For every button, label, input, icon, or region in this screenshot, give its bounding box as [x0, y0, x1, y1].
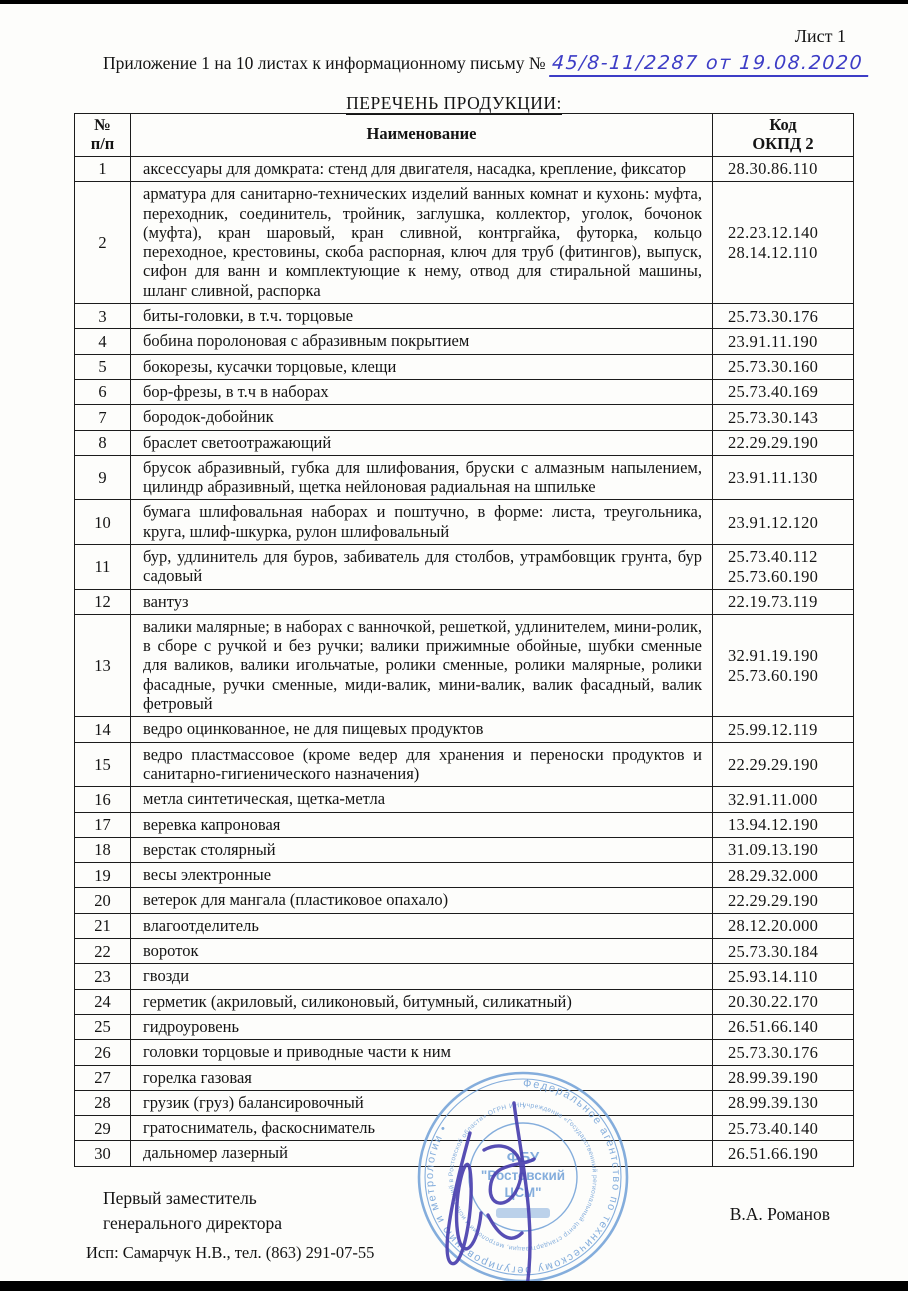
- row-number-cell: 28: [75, 1090, 131, 1115]
- table-row: [75, 964, 854, 989]
- row-number-cell: 26: [75, 1040, 131, 1065]
- okpd-code-cell: 25.93.14.110: [713, 964, 854, 989]
- svg-text:ФБУ: ФБУ: [506, 1149, 540, 1166]
- product-name-cell: валики малярные; в наборах с ванночкой, решеткой, удлинителем, мини-ролик, в сборе с ручкой и без ручки; валики прижимные обойные, шубки сменные для валиков, валики игольчатые, ролики сменные, ролики малярные, ролики фасадные, ручки сменные, миди-валик, мини-валик, валик фасадный, валик фетровый: [131, 614, 713, 716]
- product-name-cell: герметик (акриловый, силиконовый, битумный, силикатный): [131, 989, 713, 1014]
- okpd-code-cell: 25.73.30.184: [713, 939, 854, 964]
- product-name-cell: влагоотделитель: [131, 913, 713, 938]
- product-name-cell: ведро пластмассовое (кроме ведер для хранения и переноски продуктов и санитарно-гигиенического назначения): [131, 742, 713, 787]
- okpd-code-cell: 22.29.29.190: [713, 888, 854, 913]
- okpd-code-cell: 26.51.66.190: [713, 1141, 854, 1166]
- table-row: [75, 156, 854, 181]
- row-number-cell: 20: [75, 888, 131, 913]
- row-number-cell: 6: [75, 379, 131, 404]
- scan-artifact-bottom-bar: [0, 1281, 908, 1291]
- svg-text:учреждение «Государственный ре: учреждение «Государственный региональный центр стандартизации, метрологии и испытаний в Ростовской области» ОГРН ИНН: [447, 1101, 598, 1253]
- product-name-cell: гвозди: [131, 964, 713, 989]
- appendix-header-text: Приложение 1 на 10 листах к информационному письму №: [103, 53, 546, 73]
- product-name-cell: гидроуровень: [131, 1014, 713, 1039]
- product-name-cell: веревка капроновая: [131, 812, 713, 837]
- sheet-number-label: Лист 1: [794, 26, 846, 46]
- row-number-cell: 27: [75, 1065, 131, 1090]
- row-number-cell: 23: [75, 964, 131, 989]
- table-row: [75, 589, 854, 614]
- row-number-cell: 5: [75, 354, 131, 379]
- okpd-code-cell: 31.09.13.190: [713, 837, 854, 862]
- okpd-code-cell: 22.19.73.119: [713, 589, 854, 614]
- row-number-cell: 2: [75, 182, 131, 304]
- table-row: [75, 304, 854, 329]
- product-name-cell: вороток: [131, 939, 713, 964]
- svg-text:Федеральное агентство по техни: Федеральное агентство по техническому регулированию и метрологии •: [423, 1077, 623, 1277]
- column-header-number: № п/п: [75, 114, 131, 157]
- product-table-body: [75, 156, 854, 1166]
- table-row: [75, 989, 854, 1014]
- table-row: [75, 544, 854, 589]
- table-row: [75, 1141, 854, 1166]
- table-row: [75, 939, 854, 964]
- table-row: [75, 1014, 854, 1039]
- okpd-code-cell: 23.91.12.120: [713, 500, 854, 545]
- product-name-cell: дальномер лазерный: [131, 1141, 713, 1166]
- row-number-cell: 17: [75, 812, 131, 837]
- okpd-code-cell: 22.29.29.190: [713, 430, 854, 455]
- product-name-cell: аксессуары для домкрата: стенд для двигателя, насадка, крепление, фиксатор: [131, 156, 713, 181]
- row-number-cell: 15: [75, 742, 131, 787]
- product-name-cell: бумага шлифовальная наборах и поштучно, в форме: листа, треугольника, круга, шлиф-шкурка, рулон шлифовальный: [131, 500, 713, 545]
- row-number-cell: 1: [75, 156, 131, 181]
- signer-title: Первый заместитель генерального директора: [103, 1188, 282, 1234]
- okpd-code-cell: 28.12.20.000: [713, 913, 854, 938]
- product-name-cell: бобина поролоновая с абразивным покрытием: [131, 329, 713, 354]
- row-number-cell: 16: [75, 787, 131, 812]
- okpd-code-cell: 32.91.19.190 25.73.60.190: [713, 614, 854, 716]
- scan-artifact-top-bar: [0, 0, 908, 4]
- svg-text:ЦСМ": ЦСМ": [504, 1185, 542, 1200]
- okpd-code-cell: 23.91.11.190: [713, 329, 854, 354]
- okpd-code-cell: 26.51.66.140: [713, 1014, 854, 1039]
- okpd-code-cell: 23.91.11.130: [713, 455, 854, 500]
- table-row: [75, 329, 854, 354]
- table-row: [75, 500, 854, 545]
- product-name-cell: горелка газовая: [131, 1065, 713, 1090]
- table-row: [75, 787, 854, 812]
- product-name-cell: браслет светоотражающий: [131, 430, 713, 455]
- product-name-cell: весы электронные: [131, 863, 713, 888]
- row-number-cell: 14: [75, 717, 131, 742]
- product-name-cell: бокорезы, кусачки торцовые, клещи: [131, 354, 713, 379]
- product-name-cell: гратосниматель, фаскосниматель: [131, 1116, 713, 1141]
- okpd-code-cell: 25.73.30.160: [713, 354, 854, 379]
- product-name-cell: бор-фрезы, в т.ч в наборах: [131, 379, 713, 404]
- okpd-code-cell: 25.73.30.143: [713, 405, 854, 430]
- table-row: [75, 182, 854, 304]
- okpd-code-cell: 25.73.40.112 25.73.60.190: [713, 544, 854, 589]
- okpd-code-cell: 25.73.40.140: [713, 1116, 854, 1141]
- okpd-code-cell: 13.94.12.190: [713, 812, 854, 837]
- okpd-code-cell: 28.99.39.190: [713, 1065, 854, 1090]
- okpd-code-cell: 25.73.30.176: [713, 1040, 854, 1065]
- okpd-code-cell: 20.30.22.170: [713, 989, 854, 1014]
- table-row: [75, 717, 854, 742]
- product-name-cell: метла синтетическая, щетка-метла: [131, 787, 713, 812]
- product-name-cell: ведро оцинкованное, не для пищевых продуктов: [131, 717, 713, 742]
- okpd-code-cell: 28.29.32.000: [713, 863, 854, 888]
- table-row: [75, 913, 854, 938]
- okpd-code-cell: 28.99.39.130: [713, 1090, 854, 1115]
- row-number-cell: 8: [75, 430, 131, 455]
- table-row: [75, 888, 854, 913]
- product-name-cell: арматура для санитарно-технических изделий ванных комнат и кухонь: муфта, переходник, соединитель, тройник, заглушка, коллектор, уголок, бочонок (муфта), кран шаровый, кран сливной, контргайка, футорка, кольцо переходное, крестовины, скоба распорная, ключ для труб (фитингов), выпуск, сифон для ванн и комплектующие к нему, отвод для стиральной машины, шланг сливной, распорка: [131, 182, 713, 304]
- product-name-cell: ветерок для мангала (пластиковое опахало): [131, 888, 713, 913]
- table-row: [75, 742, 854, 787]
- table-header-row: [75, 114, 854, 157]
- table-row: [75, 1040, 854, 1065]
- okpd-code-cell: 32.91.11.000: [713, 787, 854, 812]
- table-row: [75, 455, 854, 500]
- product-name-cell: брусок абразивный, губка для шлифования, бруски с алмазным напылением, цилиндр абразивный, щетка нейлоновая радиальная на шпильке: [131, 455, 713, 500]
- handwritten-letter-number: 45/8-11/2287 от 19.08.2020: [549, 52, 870, 77]
- signer-name: В.А. Романов: [729, 1204, 830, 1224]
- product-name-cell: головки торцовые и приводные части к ним: [131, 1040, 713, 1065]
- row-number-cell: 9: [75, 455, 131, 500]
- product-name-cell: бородок-добойник: [131, 405, 713, 430]
- table-row: [75, 405, 854, 430]
- product-name-cell: биты-головки, в т.ч. торцовые: [131, 304, 713, 329]
- row-number-cell: 18: [75, 837, 131, 862]
- table-row: [75, 379, 854, 404]
- okpd-code-cell: 22.23.12.140 28.14.12.110: [713, 182, 854, 304]
- svg-text:"Ростовский: "Ростовский: [480, 1168, 566, 1183]
- row-number-cell: 30: [75, 1141, 131, 1166]
- column-header-code: Код ОКПД 2: [713, 114, 854, 157]
- row-number-cell: 24: [75, 989, 131, 1014]
- table-row: [75, 614, 854, 716]
- product-name-cell: грузик (груз) балансировочный: [131, 1090, 713, 1115]
- column-header-name: Наименование: [131, 114, 713, 157]
- row-number-cell: 10: [75, 500, 131, 545]
- executor-contact: Исп: Самарчук Н.В., тел. (863) 291-07-55: [86, 1243, 375, 1262]
- document-title: ПЕРЕЧЕНЬ ПРОДУКЦИИ:: [346, 93, 562, 113]
- okpd-code-cell: 25.99.12.119: [713, 717, 854, 742]
- row-number-cell: 3: [75, 304, 131, 329]
- okpd-code-cell: 22.29.29.190: [713, 742, 854, 787]
- product-name-cell: бур, удлинитель для буров, забиватель для столбов, утрамбовщик грунта, бур садовый: [131, 544, 713, 589]
- table-row: [75, 837, 854, 862]
- table-row: [75, 812, 854, 837]
- table-row: [75, 430, 854, 455]
- okpd-code-cell: 28.30.86.110: [713, 156, 854, 181]
- table-row: [75, 1090, 854, 1115]
- table-row: [75, 354, 854, 379]
- row-number-cell: 21: [75, 913, 131, 938]
- row-number-cell: 22: [75, 939, 131, 964]
- okpd-code-cell: 25.73.30.176: [713, 304, 854, 329]
- row-number-cell: 25: [75, 1014, 131, 1039]
- table-row: [75, 863, 854, 888]
- appendix-header-line: [103, 52, 893, 77]
- row-number-cell: 7: [75, 405, 131, 430]
- table-row: [75, 1065, 854, 1090]
- row-number-cell: 12: [75, 589, 131, 614]
- product-name-cell: верстак столярный: [131, 837, 713, 862]
- row-number-cell: 13: [75, 614, 131, 716]
- row-number-cell: 19: [75, 863, 131, 888]
- product-list-table: [74, 113, 854, 1167]
- okpd-code-cell: 25.73.40.169: [713, 379, 854, 404]
- row-number-cell: 4: [75, 329, 131, 354]
- product-name-cell: вантуз: [131, 589, 713, 614]
- table-row: [75, 1116, 854, 1141]
- row-number-cell: 11: [75, 544, 131, 589]
- row-number-cell: 29: [75, 1116, 131, 1141]
